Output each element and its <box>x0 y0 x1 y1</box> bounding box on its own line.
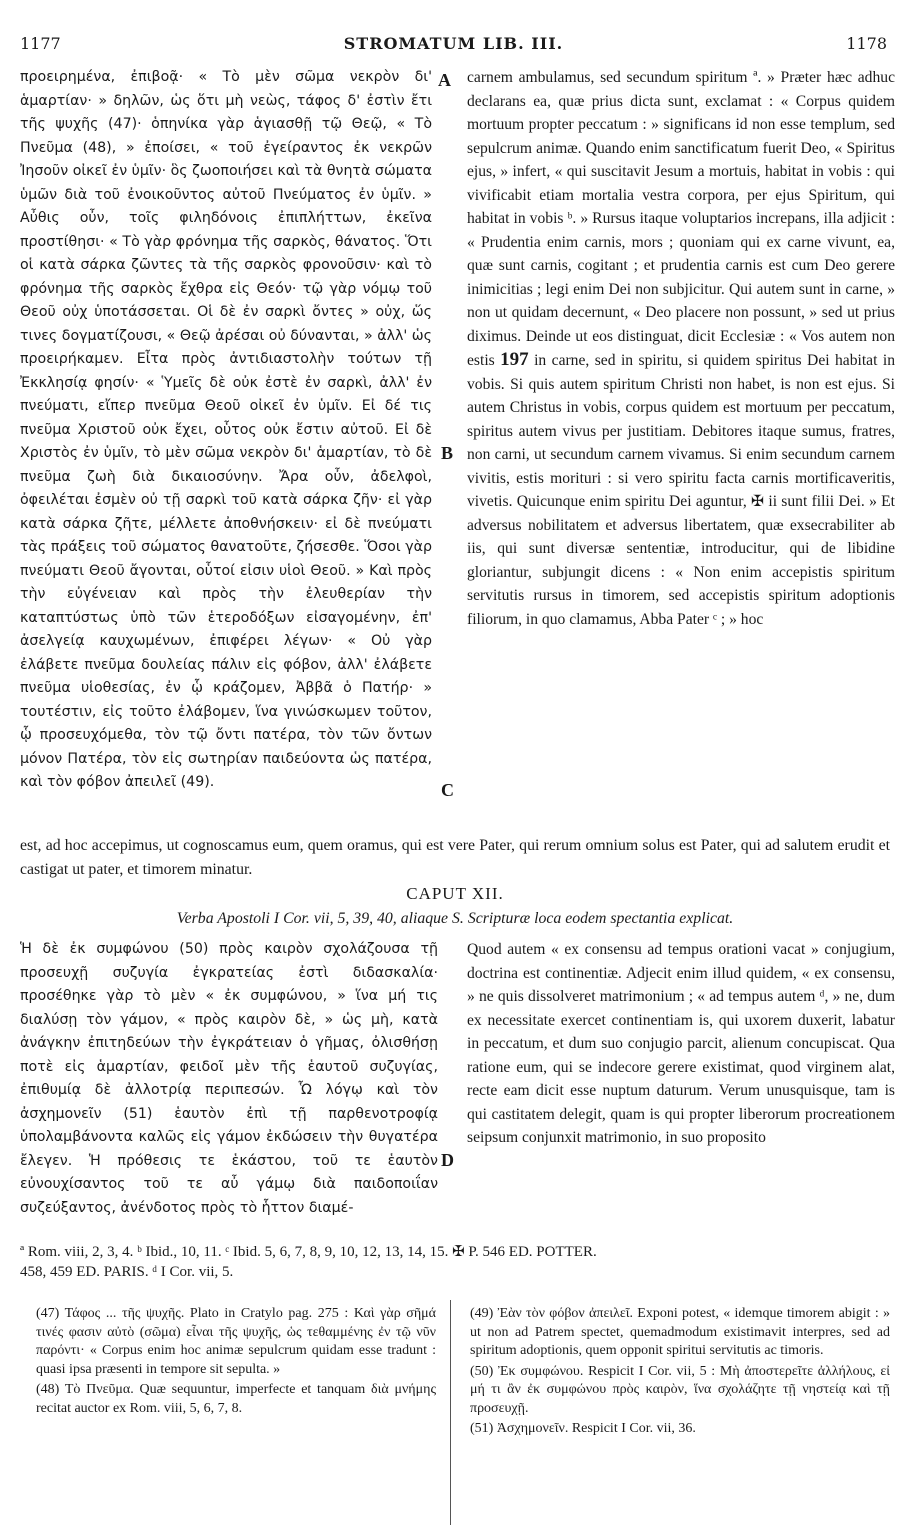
right-page-number: 1178 <box>846 34 887 53</box>
footnotes-right <box>470 1305 890 1441</box>
latin-column-2 <box>467 938 895 1150</box>
latin-text-1 <box>467 66 895 631</box>
latin-column-1 <box>467 66 895 631</box>
left-page-number: 1177 <box>20 34 61 53</box>
footnote-47: (47) Τάφος ... τῆς ψυχῆς. Plato in Cratylo pag. 275 : Καὶ γὰρ σῆμά τινές φασιν αὐτὸ (σῶμα) εἶναι τῆς ψυχῆς, ὡς τεθαμμένης ἐν τῷ νῦν παρόντι· « Corpus enim hoc animæ sepulcrum quidam esse tradunt : quasi ipsa præsenti in tempore sit sepulta. » <box>36 1306 436 1377</box>
footnote-49: (49) Ἐὰν τὸν φόβον ἀπειλεῖ. Exponi potest, « idemque timorem abigit : » ut non ad Patrem spectet, quemadmodum existimavit interpres, sed ad spiritum adoptionis, quem opponit spiritui servitutis ac timoris. <box>470 1306 890 1358</box>
margin-letter-c: C <box>441 780 454 800</box>
chapter-heading: CAPUT XII. <box>406 884 504 903</box>
greek-text-1: προειρημένα, ἐπιβοᾷ· « Τὸ μὲν σῶμα νεκρὸν δι' ἁμαρτίαν· » δηλῶν, ὡς ὅτι μὴ νεὼς, τάφος δ' ἐστὶν ἔτι τῆς ψυχῆς (47)· ὁπηνίκα γὰρ ἁγιασθῇ τῷ Θεῷ, « Τὸ Πνεῦμα (48), » ἐποίσει, « τοῦ ἐγείραντος ἐκ νεκρῶν Ἰησοῦν οἰκεῖ ἐν ὑμῖν· ὃς ζωοποιήσει καὶ τὰ θνητὰ σώματα ὑμῶν διὰ τοῦ ἐνοικοῦντος αὐτοῦ Πνεύματος ἐν ὑμῖν. » Αὖθις οὖν, τοῖς φιληδόνοις ἐπιπλήττων, ἐκεῖνα προστίθησι· « Τὸ γὰρ φρόνημα τῆς σαρκὸς, θάνατος. Ὅτι οἱ κατὰ σάρκα ζῶντες τὰ τῆς σαρκὸς φρονοῦσιν· καὶ τὸ φρόνημα τῆς σαρκὸς ἔχθρα εἰς Θεόν· τῷ γὰρ νόμῳ τοῦ Θεοῦ οὐχ ὑποτάσσεται. Οἱ δὲ ἐν σαρκὶ ὄντες » οὐχ, ὥς τινες δογματίζουσι, « Θεῷ ἀρέσαι οὐ δύνανται, » ἀλλ' ὡς προειρήκαμεν. Εἶτα πρὸς ἀντιδιαστολὴν τούτων τῇ Ἐκκλησίᾳ φησίν· « Ὑμεῖς δὲ οὐκ ἐστὲ ἐν σαρκὶ, ἀλλ' ἐν πνεύματι, εἴπερ πνεῦμα Θεοῦ οἰκεῖ ἐν ὑμῖν. Εἰ δέ τις πνεῦμα Χριστοῦ οὐκ ἔχει, οὗτος οὐκ ἔστιν αὐτοῦ. Εἰ δὲ Χριστὸς ἐν ὑμῖν, τὸ μὲν σῶμα νεκρὸν δι' ἁμαρτίαν, τὸ δὲ πνεῦμα ζωὴ διὰ δικαιοσύνην. Ἄρα οὖν, ἀδελφοὶ, ὀφειλέται ἐσμὲν οὐ τῇ σαρκὶ τοῦ κατὰ σάρκα ζῆν· εἰ γὰρ κατὰ σάρκα ζῆτε, μέλλετε ἀποθνήσκειν· εἰ δὲ πνεύματι τὰς πράξεις τοῦ σώματος θανατοῦτε, ζήσεσθε. Ὅσοι γὰρ πνεύματι Θεοῦ ἄγονται, οὗτοί εἰσιν υἱοὶ Θεοῦ. » Καὶ πρὸς τὴν εὐγένειαν καὶ πρὸς τὴν ἐλευθερίαν τὴν καταπτύστως ὑπὸ τῶν ἑτεροδόξων εἰσαγομένην, ἐπ' ἀσελγείᾳ καυχωμένων, ἐπιφέρει λέγων· « Οὐ γὰρ ἐλάβετε πνεῦμα δουλείας πάλιν εἰς φόβον, ἀλλ' ἐλάβετε πνεῦμα υἱοθεσίας, ἐν ᾧ κράζομεν, Ἀββᾶ ὁ Πατήρ· » τουτέστιν, εἰς τοῦτο ἐλάβομεν, ἵνα γινώσκωμεν τοῦτον, ᾧ προσευχόμεθα, τὸν τῷ ὄντι πατέρα, τὸν τῶν ὄντων μόνον Πατέρα, τὸν εἰς σωτηρίαν παιδεύοντα ὡς πατέρα, καὶ τὸν φόβον ἀπειλεῖ (49). <box>20 69 432 790</box>
footnote-50: (50) Ἐκ συμφώνου. Respicit I Cor. vii, 5 : Μὴ ἀποστερεῖτε ἀλλήλους, εἰ μή τι ἂν ἐκ συμφώνου πρὸς καιρὸν, ἵνα σχολάζητε τῇ νηστείᾳ καὶ τῇ προσευχῇ. <box>470 1363 890 1416</box>
margin-letter-b: B <box>441 443 454 463</box>
latin-text-1b: in carne, sed in spiritu, si quidem spiritus Dei habitat in vobis. Si quis autem spiritum Christi non habet, is non est ejus. Si autem Christus in vobis, corpus quidem est mortuum per peccatum, spiritus autem vivus per justitiam. Debitores itaque sumus, fratres, non carni, ut secundum carnem vivamus. Si enim secundum carnem vivitis, estis morituri : si vero spiritu facta carnis mortificaveritis, vivetis. Quicunque enim spiritu Dei aguntur, ✠ ii sunt filii Dei. » Et adversus nobilitatem et adversus libertatem, quæ exsecrabiliter ab iis, qui sunt diversæ sententiæ, introducitur, qui de libidine gloriantur, subjungit dicens : « Non enim accepistis spiritum servitutis rursus in timorem, sed accepistis spiritum adoptionis filiorum, in quo clamamus, Abba Pater ᶜ ; » hoc <box>467 352 895 628</box>
greek-column-2 <box>20 938 438 1220</box>
running-header <box>20 34 887 58</box>
margin-letter-d: D <box>441 1150 454 1170</box>
greek-column-1 <box>20 66 432 795</box>
page-marker-number: 197 <box>500 349 529 370</box>
margin-letter-a: A <box>438 70 451 90</box>
greek-text-2: Ἡ δὲ ἐκ συμφώνου (50) πρὸς καιρὸν σχολάζουσα τῇ προσευχῇ συζυγία ἐγκρατείας ἐστὶ διδασκαλία· προσέθηκε γὰρ τὸ μὲν « ἐκ συμφώνου, » ἵνα μή τις διαλύσῃ τὸν γάμον, « πρὸς καιρὸν δὲ, » ὡς μὴ, κατὰ ἀνάγκην ἐπιτηδεύων τὴν ἐγκράτειαν ὁ γῆμας, ὀλισθήσῃ ποτὲ εἰς ἁμαρτίαν, φειδοῖ μὲν τῆς ἑαυτοῦ συζυγίας, ἐπιθυμίᾳ δὲ ἀλλοτρίᾳ περιπεσών. Ὧ λόγῳ καὶ τὸν ἀσχημονεῖν (51) ἑαυτὸν ἐπὶ τῇ παρθενοτροφίᾳ ὑπολαμβάνοντα καλῶς εἰς γάμον ἐκδώσειν τὴν θυγατέρα ἔλεγεν. Ἡ πρόθεσις τε ἑκάστου, τοῦ τε ἑαυτὸν εὐνουχίσαντος τοῦ τε αὖ γάμῳ διὰ παιδοποιΐαν συζεύξαντος, ἀνένδοτος πρὸς τὸ ἧττον διαμέ- <box>20 941 438 1216</box>
footnote-divider <box>450 1300 451 1525</box>
latin-text-2: Quod autem « ex consensu ad tempus orationi vacat » conjugium, doctrina est continentiæ. Adjecit enim illud quidem, « ex consensu, » ne quis dissolveret matrimonium ; « ad tempus autem ᵈ, » ne, dum ex necessitate exercet continentiam is, qui uxorem duxerit, labatur in peccatum, et dum suo conjugio parcit, alienum concupiscat. Qua ratione eum, qui se indecore gerere existimat, quod virginem alat, recte eam dicit esse nuptum daturum. Verum unusquisque, tam is qui castitatem delegit, quam is qui propter liberorum procreationem seipsum conjunxit matrimonio, in suo proposito <box>467 941 895 1146</box>
latin-text-1a: carnem ambulamus, sed secundum spiritum ª. » Præter hæc adhuc declarans ea, quæ prius dicta sunt, exclamat : « Corpus quidem mortuum propter peccatum : » significans id non esse templum, sed sepulcrum animæ. Quando enim sanctificatum fuerit Deo, « Spiritus ejus, » infert, « qui suscitavit Jesum a mortuis, habitat in vobis : qui vivificabit etiam mortalia vestra corpora, per ejus Spiritum, qui habitat in vobis ᵇ. » Rursus itaque voluptarios increpans, illa adjicit : « Prudentia enim carnis, mors ; quoniam qui ex carne vivunt, ea, quæ sunt carnis, cogitant ; et prudentia carnis est cum Deo gerere inimicitias ; legi enim Dei non subjicitur. Qui autem sunt in carne, » non ut quidam decernunt, « Deo placere non possunt, » sed ut prius diximus. Deinde ut eos distinguat, dicit Ecclesiæ : « Vos autem non estis <box>467 69 895 369</box>
footnote-48: (48) Τὸ Πνεῦμα. Quæ sequuntur, imperfecte et tanquam διὰ μνήμης recitat auctor ex Rom. viii, 5, 6, 7, 8. <box>36 1382 436 1416</box>
chapter-summary: Verba Apostoli I Cor. vii, 5, 39, 40, aliaque S. Scripturæ loca eodem spectantia explicat. <box>176 910 734 927</box>
full-width-line: est, ad hoc accepimus, ut cognoscamus eum, quem oramus, qui est vere Pater, qui rerum omnium solus est Pater, qui ad salutem erudit et castigat ut pater, et timorem minatur. <box>20 837 890 878</box>
running-title: STROMATUM LIB. III. <box>343 34 564 53</box>
footnote-51: (51) Ἀσχημονεῖν. Respicit I Cor. vii, 36. <box>470 1421 696 1436</box>
footnotes-left <box>36 1305 436 1420</box>
references-line-1: ª Rom. viii, 2, 3, 4. ᵇ Ibid., 10, 11. ᶜ Ibid. 5, 6, 7, 8, 9, 10, 12, 13, 14, 15. ✠ P. 546 ED. POTTER. <box>20 1244 597 1260</box>
scripture-references <box>20 1242 890 1282</box>
references-line-2: 458, 459 ED. PARIS. ᵈ I Cor. vii, 5. <box>20 1264 234 1280</box>
